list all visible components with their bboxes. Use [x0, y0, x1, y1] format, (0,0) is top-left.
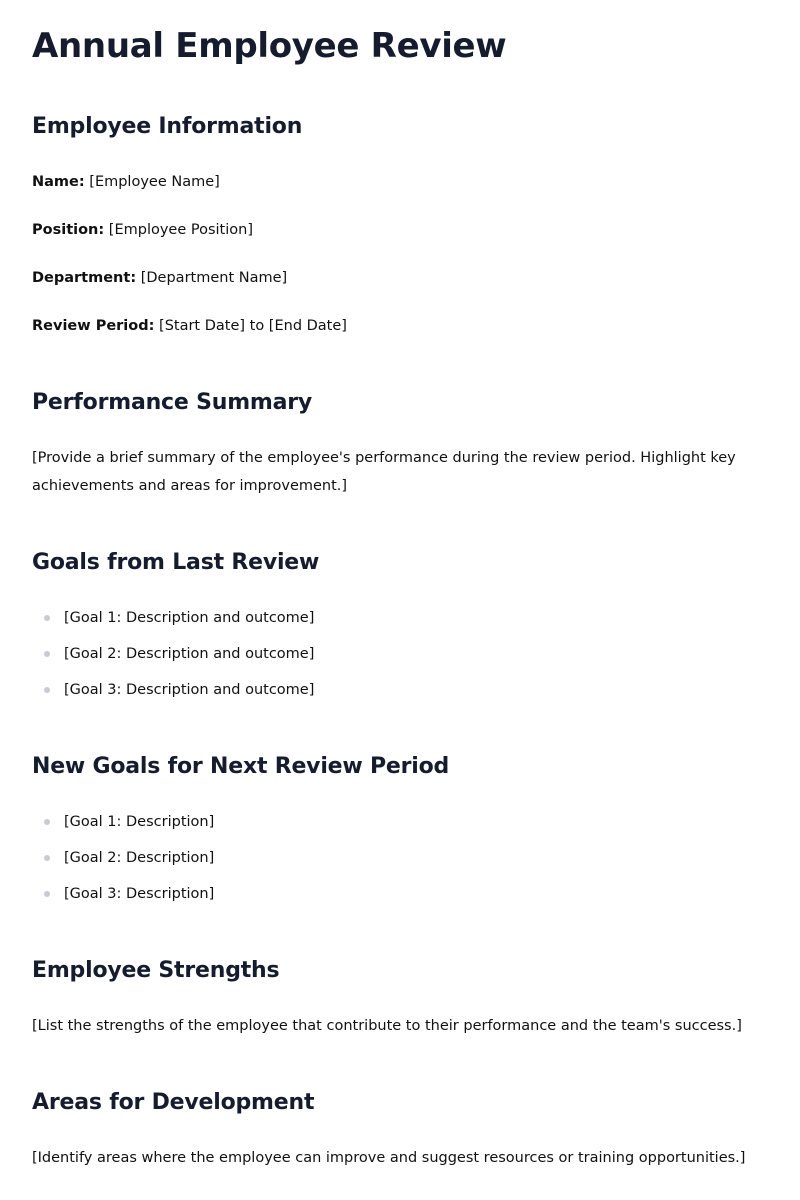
- areas-for-development-heading: Areas for Development: [32, 1090, 315, 1115]
- department-value: [Department Name]: [140, 270, 288, 286]
- new-goals-heading: New Goals for Next Review Period: [32, 754, 450, 779]
- position-value: [Employee Position]: [108, 222, 253, 238]
- position-label: Position:: [32, 222, 105, 238]
- list-item: [32, 884, 768, 920]
- name-value: [Employee Name]: [89, 174, 220, 190]
- employee-information-section: [32, 112, 768, 334]
- list-item-text: [Goal 2: Description and outcome]: [64, 646, 315, 662]
- bullet-icon: [44, 855, 50, 861]
- bullet-icon: [44, 891, 50, 897]
- list-item-text: [Goal 1: Description]: [64, 814, 215, 830]
- employee-strengths-section: [32, 956, 768, 1034]
- list-item: [32, 644, 768, 680]
- list-item: [32, 680, 768, 716]
- areas-for-development-section: [32, 1088, 768, 1166]
- goals-last-review-section: [32, 548, 768, 698]
- department-field: [32, 268, 287, 288]
- list-item-text: [Goal 2: Description]: [64, 850, 215, 866]
- bullet-icon: [44, 615, 50, 621]
- bullet-icon: [44, 819, 50, 825]
- bullet-icon: [44, 651, 50, 657]
- performance-summary-heading: Performance Summary: [32, 390, 313, 415]
- position-field: [32, 220, 253, 240]
- performance-summary-text: [Provide a brief summary of the employee's performance during the review period. Highlight key achievements and areas for improvement.]: [32, 450, 736, 494]
- page-title: Annual Employee Review: [32, 26, 507, 66]
- employee-strengths-text: [List the strengths of the employee that contribute to their performance and the team's success.]: [32, 1018, 742, 1034]
- new-goals-list: [32, 812, 768, 920]
- employee-strengths-heading: Employee Strengths: [32, 958, 280, 983]
- review-period-label: Review Period:: [32, 318, 155, 334]
- areas-for-development-text: [Identify areas where the employee can improve and suggest resources or training opportunities.]: [32, 1150, 746, 1166]
- performance-summary-section: [32, 388, 768, 494]
- list-item: [32, 812, 768, 848]
- goals-last-review-list: [32, 608, 768, 716]
- new-goals-section: [32, 752, 768, 902]
- goals-last-review-heading: Goals from Last Review: [32, 550, 320, 575]
- list-item-text: [Goal 3: Description and outcome]: [64, 682, 315, 698]
- list-item-text: [Goal 1: Description and outcome]: [64, 610, 315, 626]
- department-label: Department:: [32, 270, 137, 286]
- list-item: [32, 848, 768, 884]
- list-item: [32, 608, 768, 644]
- name-label: Name:: [32, 174, 85, 190]
- name-field: [32, 172, 220, 192]
- bullet-icon: [44, 687, 50, 693]
- review-period-field: [32, 316, 347, 336]
- review-period-value: [Start Date] to [End Date]: [159, 318, 347, 334]
- list-item-text: [Goal 3: Description]: [64, 886, 215, 902]
- employee-information-heading: Employee Information: [32, 114, 303, 139]
